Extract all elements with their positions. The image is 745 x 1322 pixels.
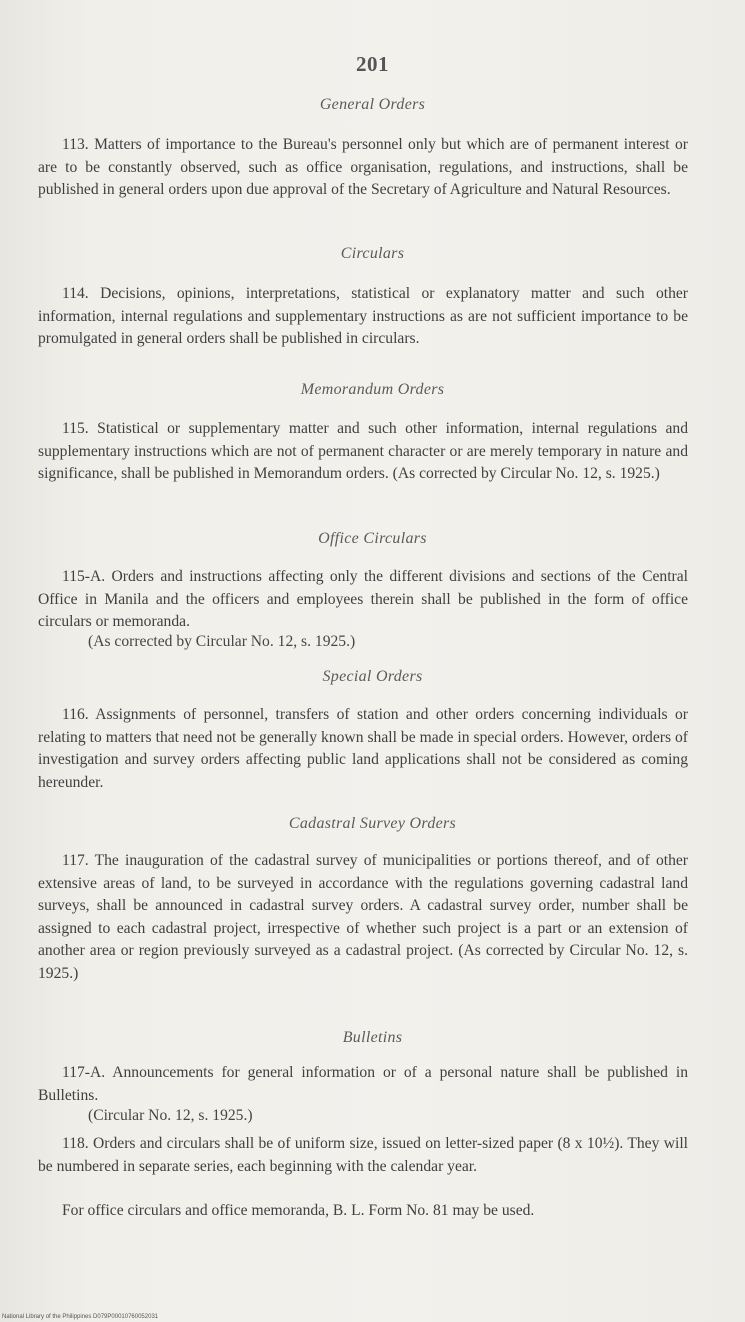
- paragraph-115a: 115-A. Orders and instructions affecting only the different divisions and sections of the Central Office in Manila and the officers and employees therein shall be published in the form of office circulars or memoranda.: [38, 568, 688, 630]
- paragraph-115: 115. Statistical or supplementary matter and such other information, internal regulations and supplementary instructions which are not of permanent character or are merely temporary in nature and significance, shall be published in Memorandum orders. (As corrected by Circular No. 12, s. 1925.): [38, 420, 688, 482]
- paragraph-114: 114. Decisions, opinions, interpretations, statistical or explanatory matter and such other information, internal regulations and supplementary instructions as are not sufficient importance to be promulgated in general orders shall be published in circulars.: [38, 285, 688, 347]
- paragraph-117: 117. The inauguration of the cadastral survey of municipalities or portions thereof, and of other extensive areas of land, to be surveyed in accordance with the regulations governing cadastral land surveys, shall be announced in cadastral survey orders. A cadastral survey order, number shall be assigned to each cadastral project, irrespective of whether such project is a part or an extension of another area or region previously surveyed as a cadastral project. (As corrected by Circular No. 12, s. 1925.): [38, 852, 688, 982]
- note-115a: (As corrected by Circular No. 12, s. 1925.): [88, 633, 356, 650]
- heading-cadastral-survey-orders: Cadastral Survey Orders: [288, 815, 457, 832]
- paragraph-117a: 117-A. Announcements for general information or of a personal nature shall be published in Bulletins.: [38, 1064, 688, 1104]
- paragraph-118: 118. Orders and circulars shall be of uniform size, issued on letter-sized paper (8 x 10½). They will be numbered in separate series, each beginning with the calendar year.: [38, 1135, 688, 1175]
- page-number: 201: [356, 52, 389, 76]
- heading-special-orders: Special Orders: [322, 668, 423, 685]
- scan-footer: National Library of the Philippines D079P00010760052031: [2, 1314, 159, 1320]
- paragraph-113: 113. Matters of importance to the Bureau's personnel only but which are of permanent interest or are to be constantly observed, such as office organisation, regulations, and instructions, shall be published in general orders upon due approval of the Secretary of Agriculture and Natural Resources.: [38, 136, 688, 198]
- note-117a: (Circular No. 12, s. 1925.): [88, 1107, 253, 1124]
- heading-circulars: Circulars: [340, 245, 405, 262]
- paragraph-118-continued: For office circulars and office memoranda, B. L. Form No. 81 may be used.: [62, 1202, 535, 1219]
- heading-general-orders: General Orders: [319, 96, 426, 113]
- heading-bulletins: Bulletins: [342, 1029, 403, 1046]
- heading-memorandum-orders: Memorandum Orders: [300, 381, 445, 398]
- heading-office-circulars: Office Circulars: [318, 530, 427, 547]
- paragraph-116: 116. Assignments of personnel, transfers of station and other orders concerning individuals or relating to matters that need not be generally known shall be made in special orders. However, orders of investigation and survey orders affecting public land applications shall not be considered as coming hereunder.: [38, 706, 688, 791]
